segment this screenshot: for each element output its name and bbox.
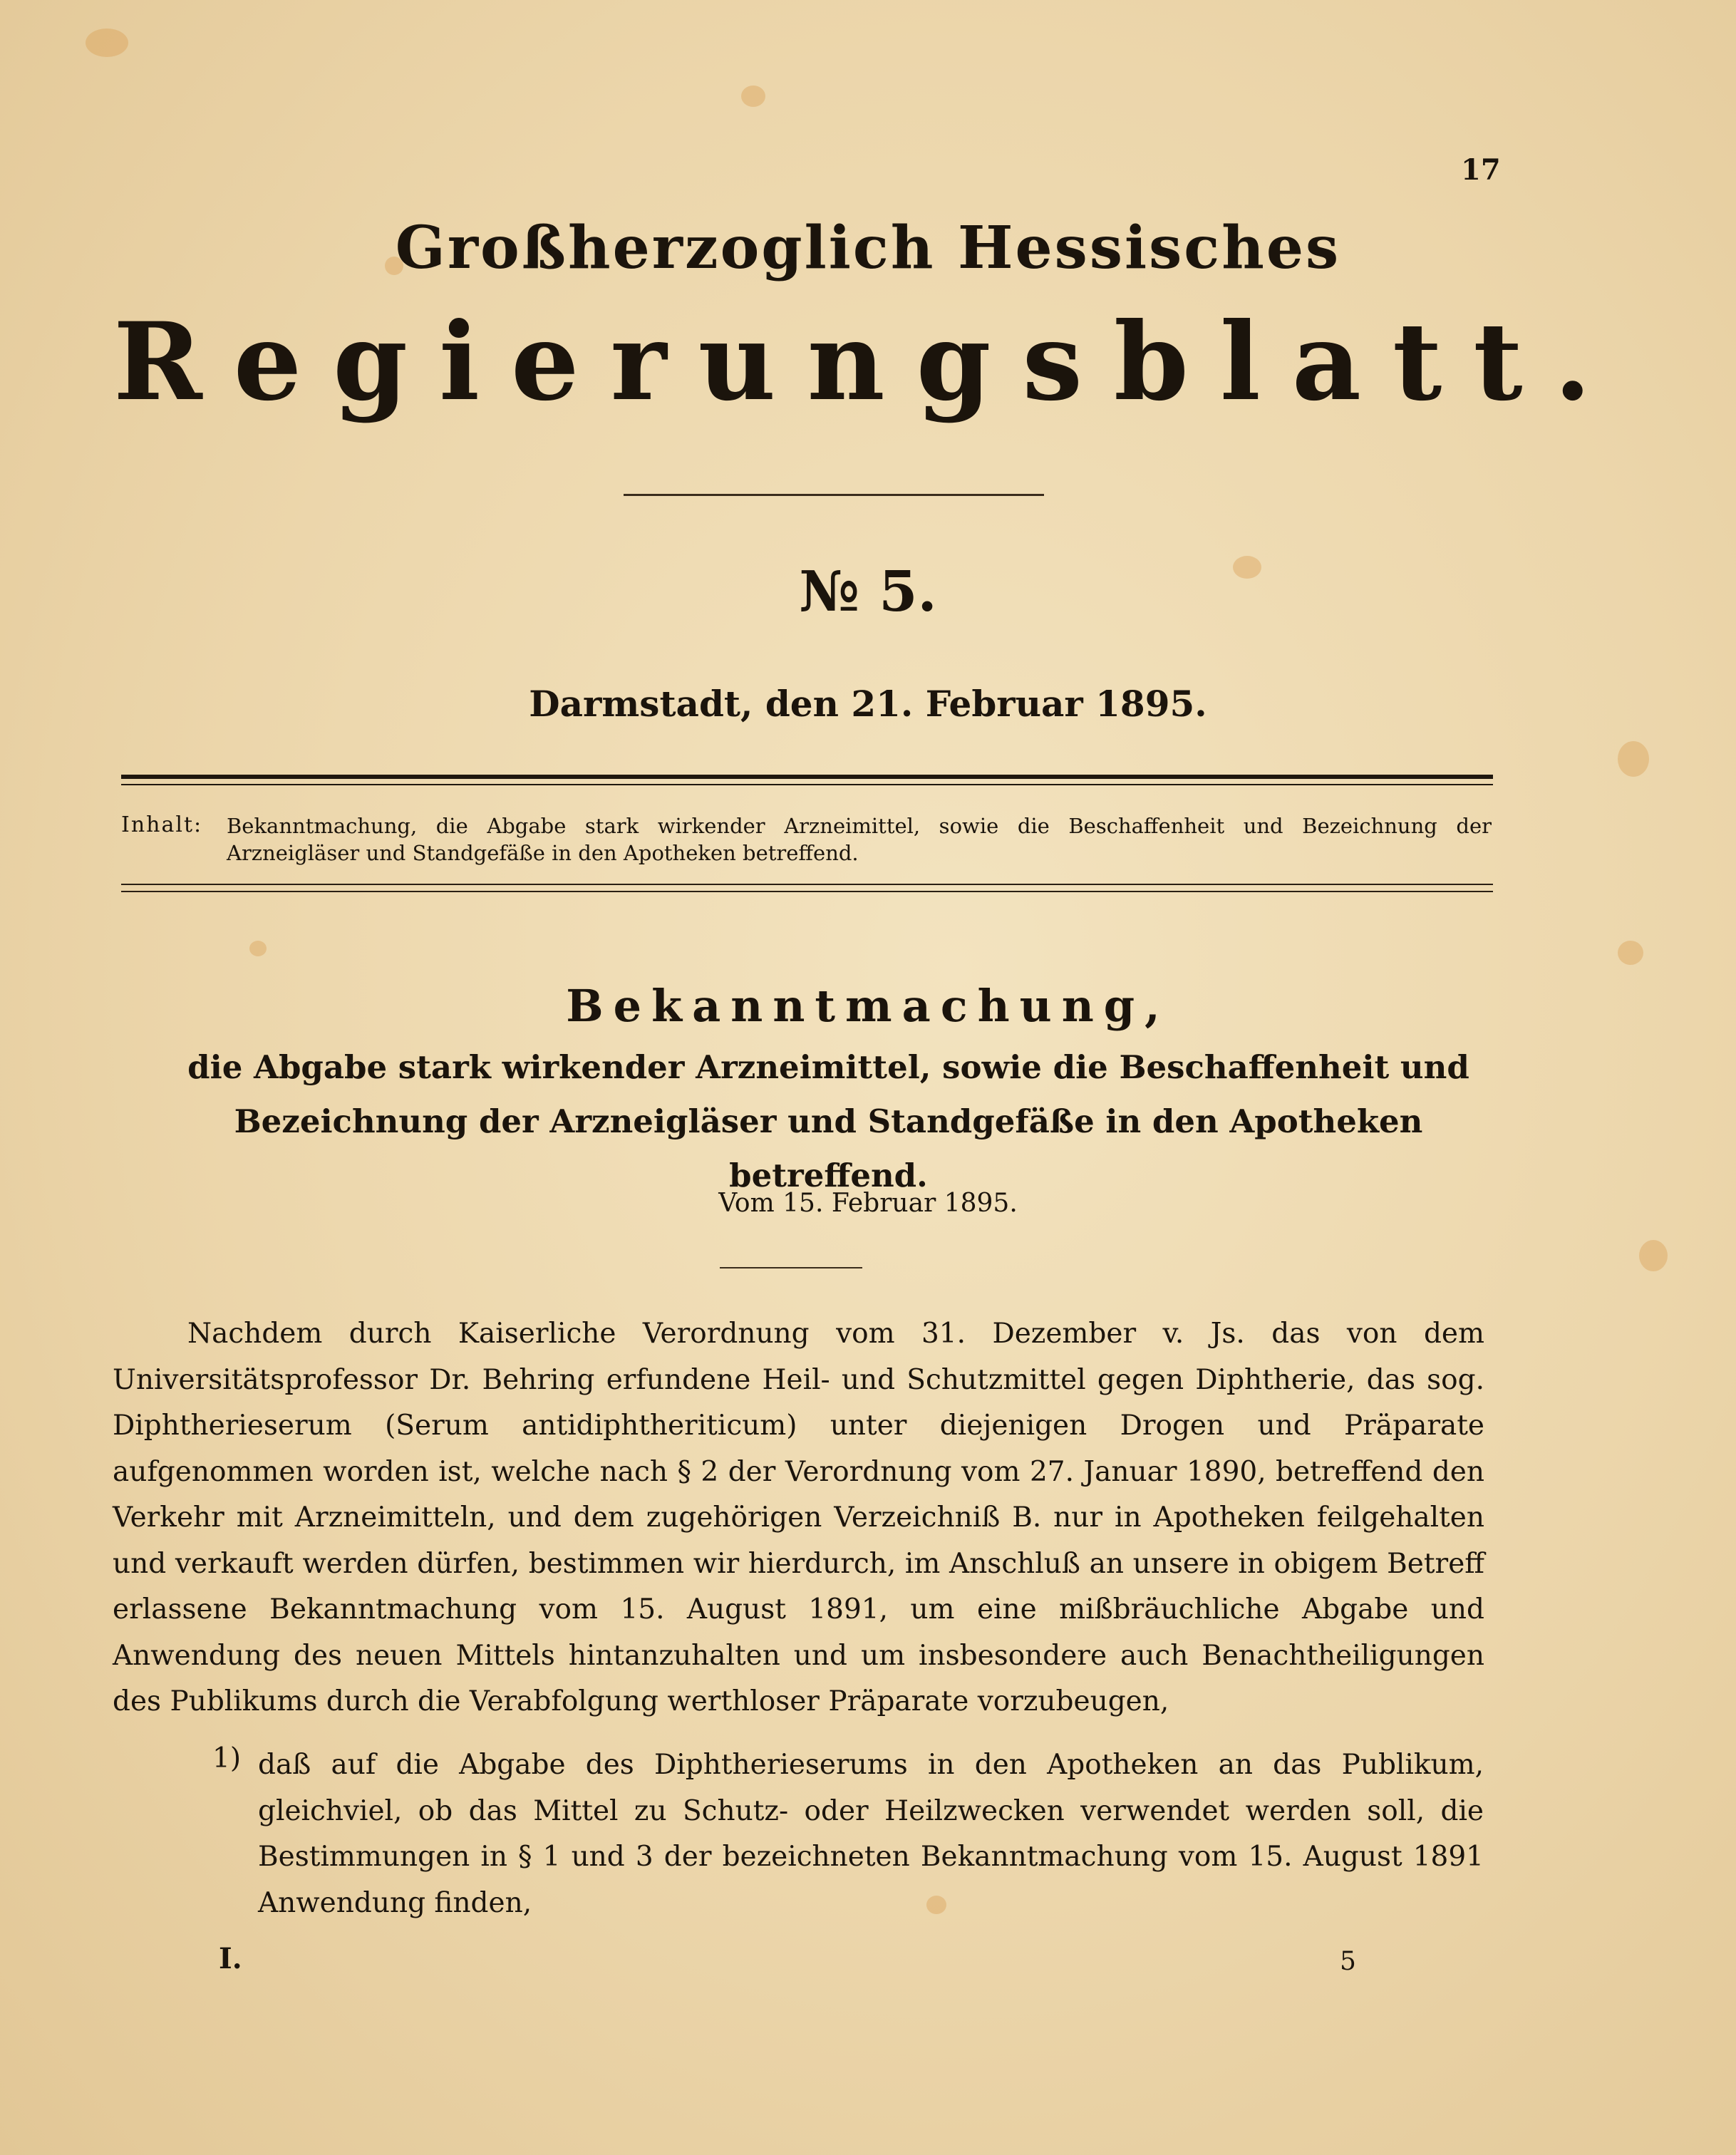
divider-rule-thin bbox=[121, 784, 1493, 785]
body-paragraph: Nachdem durch Kaiserliche Verordnung vom 31. Dezember v. Js. das von dem Universitätsprofessor Dr. Behring erfundene Heil- und Schutzmittel gegen Diphtherie, das sog. Diphtherieserum (Serum antidiphtheriticum) unter diejenigen Drogen und Präparate aufgenommen worden ist, welche nach § 2 der Verordnung vom 27. Januar 1890, betreffend den Verkehr mit Arzneimitteln, und dem zugehörigen Verzeichniß B. nur in Apotheken feilgehalten und verkauft werden dürfen, bestimmen wir hierdurch, im Anschluß an unsere in obigem Betreff erlassene Bekanntmachung vom 15. August 1891, um eine mißbräuchliche Abgabe und Anwendung des neuen Mittels hintanzuhalten und um insbesondere auch Benachtheiligungen des Publikums durch die Verabfolgung werthloser Präparate vorzubeugen, bbox=[113, 1318, 1484, 1717]
signature-mark: I. bbox=[219, 1942, 242, 1975]
notice-date: Vom 15. Februar 1895. bbox=[718, 1189, 1018, 1218]
masthead-title-line1: Großherzoglich Hessisches bbox=[395, 214, 1341, 282]
contents-label: Inhalt: bbox=[121, 812, 203, 837]
divider-rule bbox=[720, 1267, 862, 1268]
stain-spot bbox=[249, 941, 267, 956]
stain-spot bbox=[1639, 1240, 1668, 1271]
list-item-text: daß auf die Abgabe des Diphtherieserums in den Apotheken an das Publikum, gleichviel, ob das Mittel zu Schutz- oder Heilzwecken verwendet werden soll, die Bestimmungen in § 1 und 3 der bezeichneten Bekanntmachung vom 15. August 1891 Anwendung finden, bbox=[258, 1749, 1484, 1919]
stain-spot bbox=[741, 86, 765, 107]
issue-number: № 5. bbox=[799, 559, 937, 624]
contents-text: Bekanntmachung, die Abgabe stark wirkender Arzneimittel, sowie die Beschaffenheit und Bezeichnung der Arzneigläser und Standgefäße in den Apotheken betreffend. bbox=[227, 814, 1492, 865]
divider-rule-thick bbox=[121, 775, 1493, 779]
notice-heading: Bekanntmachung, bbox=[566, 980, 1170, 1032]
sheet-number: 5 bbox=[1340, 1947, 1356, 1976]
dateline: Darmstadt, den 21. Februar 1895. bbox=[529, 683, 1207, 725]
page-number: 17 bbox=[1461, 153, 1501, 187]
stain-spot bbox=[86, 29, 128, 57]
divider-rule-thin bbox=[121, 884, 1493, 885]
stain-spot bbox=[1618, 741, 1649, 777]
stain-spot bbox=[1618, 941, 1643, 965]
notice-subtitle: die Abgabe stark wirkender Arzneimittel, sowie die Beschaffenheit und Bezeichnung der Arzneigläser und Standgefäße in den Apotheken betreffend. bbox=[187, 1048, 1469, 1194]
divider-rule bbox=[624, 494, 1044, 496]
divider-rule-thin bbox=[121, 891, 1493, 892]
list-item-number: 1) bbox=[212, 1742, 242, 1774]
masthead-title-line2: Regierungsblatt. bbox=[113, 299, 1623, 425]
